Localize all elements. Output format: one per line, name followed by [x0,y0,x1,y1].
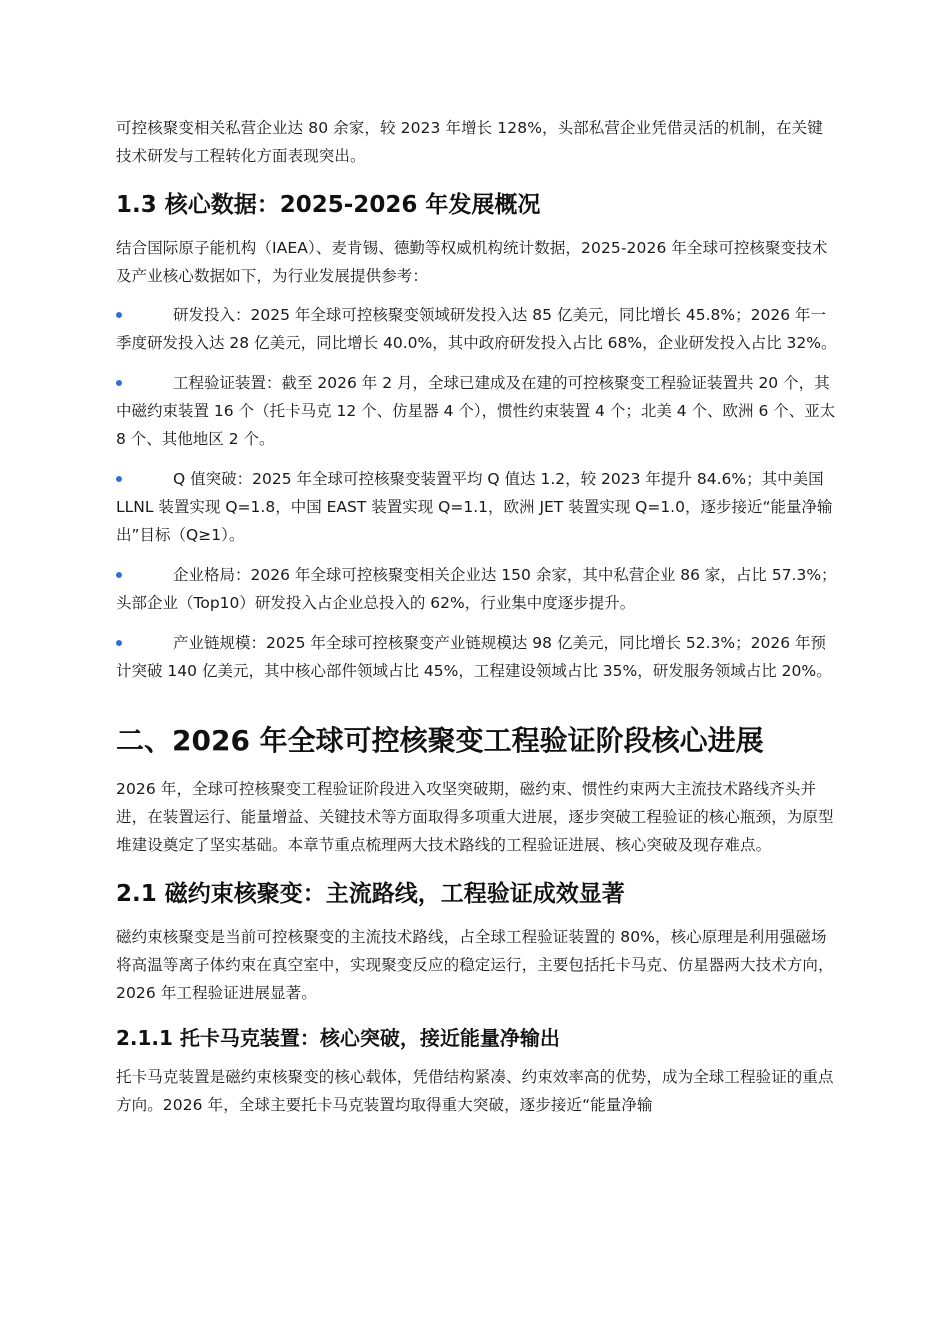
section-1-3-heading: 1.3 核心数据：2025-2026 年发展概况 [116,192,541,218]
bullet-item-q-value [116,465,838,549]
bullet-text: 研发投入：2025 年全球可控核聚变领域研发投入达 85 亿美元，同比增长 45.8%；2026 年一季度研发投入达 28 亿美元，同比增长 40.0%，其中政府研发投入占比 68%，企业研发投入占比 32%。 [116,306,837,352]
bullet-dot-icon [116,572,122,578]
bullet-item-rd-investment [116,301,838,357]
bullet-item-enterprise-landscape [116,561,838,617]
bullet-item-industry-chain [116,629,838,685]
section-2-1-1-intro: 托卡马克装置是磁约束核聚变的核心载体，凭借结构紧凑、约束效率高的优势，成为全球工程验证的重点方向。2026 年，全球主要托卡马克装置均取得重大突破，逐步接近“能量净输 [116,1068,834,1114]
bullet-dot-icon [116,312,122,318]
bullet-item-verification-devices [116,369,838,453]
bullet-text: 企业格局：2026 年全球可控核聚变相关企业达 150 余家，其中私营企业 86 家，占比 57.3%；头部企业（Top10）研发投入占企业总投入的 62%，行业集中度逐步提升。 [116,566,837,612]
bullet-dot-icon [116,380,122,386]
intro-paragraph: 可控核聚变相关私营企业达 80 余家，较 2023 年增长 128%，头部私营企业凭借灵活的机制，在关键技术研发与工程转化方面表现突出。 [116,119,823,165]
chapter-2-heading: 二、2026 年全球可控核聚变工程验证阶段核心进展 [116,724,764,757]
bullet-text: 产业链规模：2025 年全球可控核聚变产业链规模达 98 亿美元，同比增长 52.3%；2026 年预计突破 140 亿美元，其中核心部件领域占比 45%，工程建设领域占比 35%，研发服务领域占比 20%。 [116,634,832,680]
section-2-1-1-heading: 2.1.1 托卡马克装置：核心突破，接近能量净输出 [116,1026,560,1050]
section-2-1-heading: 2.1 磁约束核聚变：主流路线，工程验证成效显著 [116,881,625,907]
bullet-text: 工程验证装置：截至 2026 年 2 月，全球已建成及在建的可控核聚变工程验证装置共 20 个，其中磁约束装置 16 个（托卡马克 12 个、仿星器 4 个），惯性约束装置 4 个；北美 4 个、欧洲 6 个、亚太 8 个、其他地区 2 个。 [116,374,836,448]
core-data-bullet-list [116,301,838,685]
bullet-dot-icon [116,640,122,646]
bullet-text: Q 值突破：2025 年全球可控核聚变装置平均 Q 值达 1.2，较 2023 年提升 84.6%；其中美国 LLNL 装置实现 Q=1.8，中国 EAST 装置实现 Q=1.1，欧洲 JET 装置实现 Q=1.0，逐步接近“能量净输出”目标（Q≥1）。 [116,470,833,544]
section-2-1-intro: 磁约束核聚变是当前可控核聚变的主流技术路线，占全球工程验证装置的 80%，核心原理是利用强磁场将高温等离子体约束在真空室中，实现聚变反应的稳定运行，主要包括托卡马克、仿星器两大技术方向，2026 年工程验证进展显著。 [116,928,834,1002]
section-1-3-intro: 结合国际原子能机构（IAEA）、麦肯锡、德勤等权威机构统计数据，2025-2026 年全球可控核聚变技术及产业核心数据如下，为行业发展提供参考： [116,239,828,285]
document-page [116,114,838,1119]
bullet-dot-icon [116,476,122,482]
chapter-2-intro: 2026 年，全球可控核聚变工程验证阶段进入攻坚突破期，磁约束、惯性约束两大主流技术路线齐头并进，在装置运行、能量增益、关键技术等方面取得多项重大进展，逐步突破工程验证的核心瓶颈，为原型堆建设奠定了坚实基础。本章节重点梳理两大技术路线的工程验证进展、核心突破及现存难点。 [116,780,834,854]
